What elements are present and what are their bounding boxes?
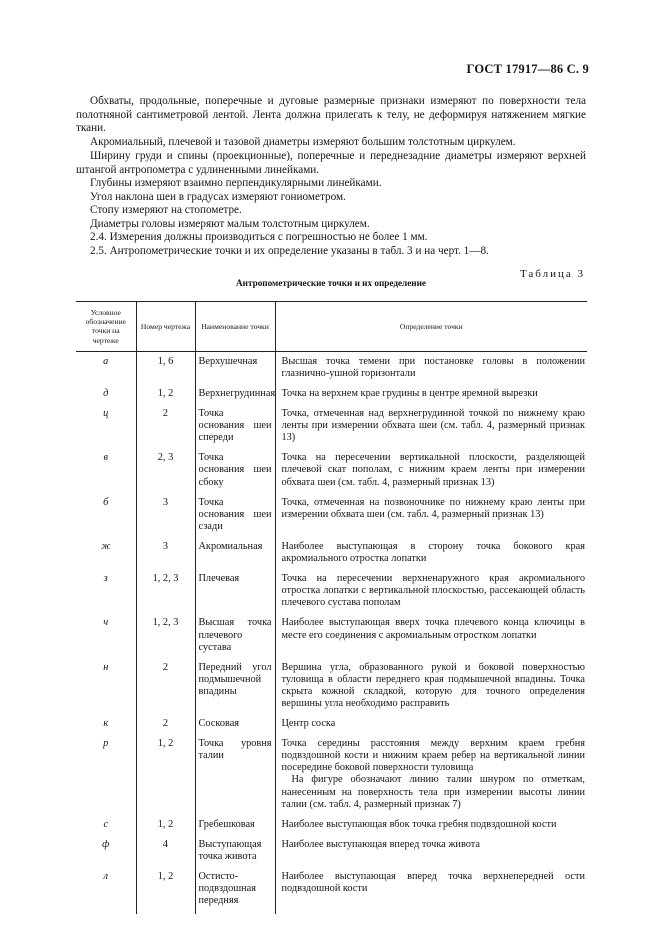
- column-header-drawing: Номер чертежа: [136, 302, 195, 352]
- table-row: [76, 870, 587, 914]
- drawing-number: 1, 2, 3: [136, 572, 195, 616]
- point-name: Выступающая точка живота: [195, 838, 275, 870]
- point-name: Передний угол подмышечной впадины: [195, 661, 275, 717]
- drawing-number: 3: [136, 496, 195, 540]
- point-name: Сосковая: [195, 717, 275, 737]
- point-symbol: з: [103, 573, 108, 585]
- definition-text: Точка, отмеченная над верхнегрудинной точкой по нижнему краю ленты при измерении обхвата шеи (см. табл. 4, размерный признак 13): [281, 408, 585, 444]
- drawing-number: 1, 6: [136, 351, 195, 387]
- definition-text: Точка на пересечении верхненаружного края акромиального отростка лопатки с вертикальной плоскостью, рассекающей область плечевого сустава пополам: [281, 573, 585, 609]
- table-row: [76, 387, 587, 407]
- point-symbol: ж: [100, 540, 111, 552]
- table-label: Таблица 3: [519, 268, 585, 280]
- definition-text: Наиболее выступающая вперед точка верхнепередней ости подвздошной кости: [281, 871, 585, 895]
- point-definition: [275, 870, 587, 914]
- point-definition: [275, 616, 587, 660]
- definition-text: Наиболее выступающая вперед точка живота: [281, 838, 480, 850]
- point-definition: [275, 818, 587, 838]
- drawing-number: 2: [136, 407, 195, 451]
- point-name: Точка основания шеи сбоку: [195, 451, 275, 495]
- paragraph-head: Диаметры головы измеряют малым толстотным циркулем.: [90, 218, 370, 230]
- drawing-number: 1, 2: [136, 737, 195, 818]
- drawing-number: 1, 2: [136, 818, 195, 838]
- definition-text: Высшая точка темени при постановке головы в положении глазнично-ушной горизонтали: [281, 355, 585, 379]
- paragraph-depths: Глубины измеряют взаимно перпендикулярными линейками.: [90, 177, 382, 189]
- point-name: Верхушечная: [195, 351, 275, 387]
- drawing-number: 1, 2, 3: [136, 616, 195, 660]
- point-name: Точка основания шеи сзади: [195, 496, 275, 540]
- definition-text: На фигуре обозначают линию талии шнуром по отметкам, нанесенным на поверхность тела при измерении высоты линии талии (см. табл. 4, размерный признак 7): [281, 774, 585, 810]
- point-definition: [275, 717, 587, 737]
- point-definition: [275, 407, 587, 451]
- definition-text: Точка на верхнем крае грудины в центре яремной вырезки: [281, 388, 538, 399]
- point-symbol: к: [103, 718, 109, 730]
- point-symbol: ф: [102, 838, 110, 850]
- point-symbol: л: [103, 871, 108, 882]
- drawing-number: 3: [136, 540, 195, 572]
- point-name: Плечевая: [195, 572, 275, 616]
- table-row: [76, 496, 587, 540]
- point-symbol: с: [103, 818, 109, 830]
- paragraph-neck-angle: Угол наклона шеи в градусах измеряют гониометром.: [90, 191, 346, 203]
- table-row: [76, 818, 587, 838]
- definition-text: Точка середины расстояния между верхним краем гребня подвздошной кости и нижним краем ребер на вертикальной линии посередине боковой поверхности туловища: [281, 738, 585, 774]
- drawing-number: 1, 2: [136, 870, 195, 914]
- point-symbol: н: [103, 661, 109, 673]
- point-symbol: ч: [103, 617, 109, 629]
- definition-text: Наиболее выступающая вбок точка гребня подвздошной кости: [281, 818, 557, 830]
- point-definition: [275, 351, 587, 387]
- definition-text: Наиболее выступающая в сторону точка бокового края акромиального отростка лопатки: [281, 540, 585, 565]
- paragraph-foot: Стопу измеряют на стопометре.: [90, 204, 242, 216]
- definition-text: Центр соска: [281, 718, 336, 730]
- drawing-number: 4: [136, 838, 195, 870]
- drawing-number: 1, 2: [136, 387, 195, 407]
- point-definition: [275, 451, 587, 495]
- table-row: [76, 717, 587, 737]
- table-caption: Антропометрические точки и их определение: [236, 278, 426, 288]
- paragraph-diameters: Акромиальный, плечевой и тазовой диаметры измеряют большим толстотным циркулем.: [90, 136, 516, 148]
- column-header-symbol: Условное обозначение точки на чертеже: [76, 302, 136, 352]
- drawing-number: 2, 3: [136, 451, 195, 495]
- point-definition: [275, 661, 587, 717]
- point-symbol: в: [103, 452, 108, 464]
- point-symbol: р: [103, 738, 109, 750]
- column-header-name: Наименование точки: [195, 302, 275, 352]
- point-symbol: а: [103, 355, 109, 367]
- table-row: [76, 572, 587, 616]
- drawing-number: 2: [136, 661, 195, 717]
- table-row: [76, 661, 587, 717]
- point-name: Остисто-подвздошная передняя: [195, 870, 275, 914]
- table-row: [76, 351, 587, 387]
- point-name: Акромиальная: [195, 540, 275, 572]
- table-row: [76, 451, 587, 495]
- point-name: Высшая точка плечевого сустава: [195, 616, 275, 660]
- point-name: Точка основания шеи спереди: [195, 407, 275, 451]
- table-row: [76, 616, 587, 660]
- point-name: Точка уровня талии: [195, 737, 275, 818]
- point-definition: [275, 387, 587, 407]
- column-header-definition: Определение точки: [275, 302, 587, 352]
- table-header-row: [76, 302, 587, 352]
- paragraph-widths: Ширину груди и спины (проекционные), поперечные и переднезадние диаметры измеряют верхней штангой антропометра с удлиненными линейками.: [76, 150, 586, 176]
- table-row: [76, 737, 587, 818]
- definition-text: Вершина угла, образованного рукой и боковой поверхностью туловища в области переднего края подмышечной впадины. Точка скрыта кожной складкой, которую для точного определения вершины угла необходимо расправить: [281, 661, 585, 709]
- anthropometric-points-table: [76, 301, 587, 914]
- point-definition: [275, 496, 587, 540]
- definition-text: Наиболее выступающая вверх точка плечевого конца ключицы в месте его соединения с акромиальным отростком лопатки: [281, 617, 585, 641]
- page-header: ГОСТ 17917—86 С. 9: [466, 62, 589, 76]
- point-definition: [275, 572, 587, 616]
- point-name: Гребешковая: [195, 818, 275, 838]
- point-symbol: ц: [103, 408, 109, 420]
- clause-2-5: 2.5. Антропометрические точки и их определение указаны в табл. 3 и на черт. 1—8.: [90, 245, 489, 257]
- clause-2-4: 2.4. Измерения должны производиться с погрешностью не более 1 мм.: [90, 231, 428, 243]
- point-definition: [275, 540, 587, 572]
- definition-text: Точка на пересечении вертикальной плоскости, разделяющей плечевой скат пополам, с нижним краем ленты при измерении обхвата шеи (см. табл. 4, размерный признак 13): [281, 452, 585, 488]
- point-symbol: б: [103, 496, 109, 508]
- point-name: Верхнегрудинная: [195, 387, 275, 407]
- table-row: [76, 540, 587, 572]
- paragraph-girths: Обхваты, продольные, поперечные и дуговые размерные признаки измеряют по поверхности тела полотняной сантиметровой лентой. Лента должна прилегать к телу, не деформируя натяжением мягкие ткани.: [76, 95, 586, 135]
- point-definition: [275, 737, 587, 818]
- table-row: [76, 838, 587, 870]
- point-definition: [275, 838, 587, 870]
- drawing-number: 2: [136, 717, 195, 737]
- point-symbol: д: [103, 388, 109, 399]
- definition-text: Точка, отмеченная на позвоночнике по нижнему краю ленты при измерении обхвата шеи (см. табл. 4, размерный признак 13): [281, 496, 585, 520]
- table-row: [76, 407, 587, 451]
